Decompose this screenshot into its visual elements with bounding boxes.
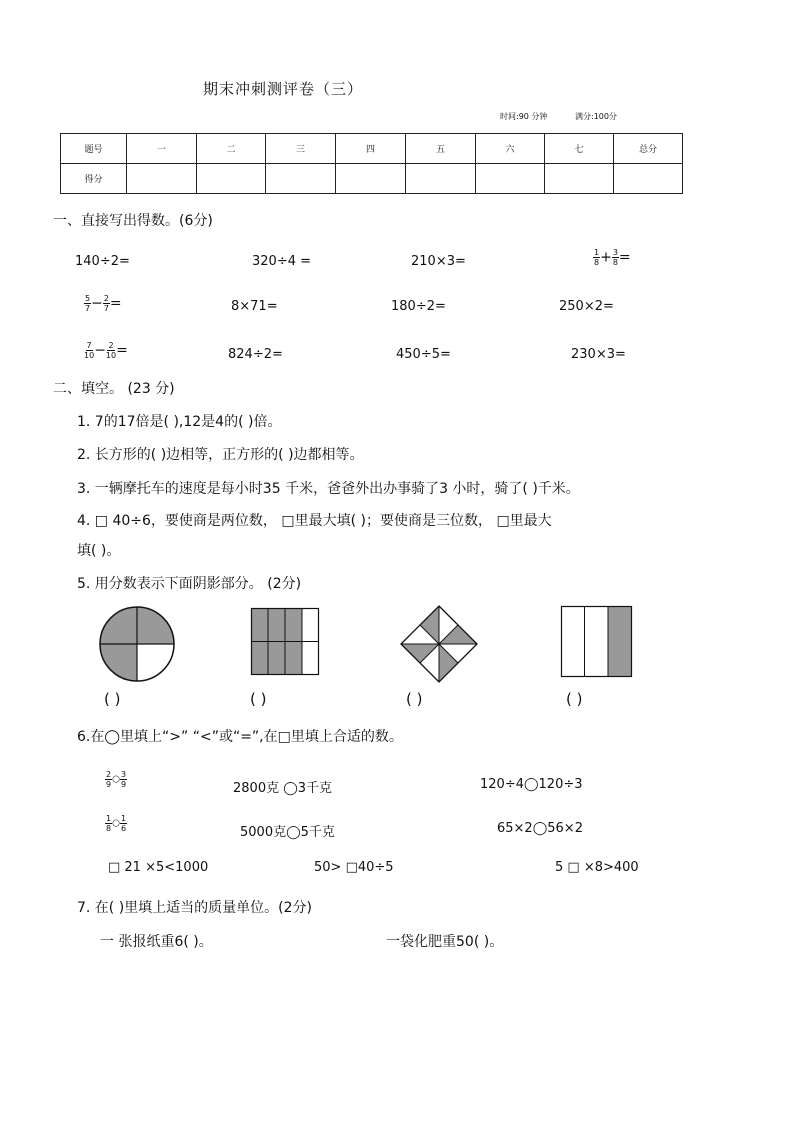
- score-entry-cell[interactable]: [406, 164, 476, 194]
- exam-time: 时间:90 分钟: [500, 112, 548, 121]
- fraction-calc-item: $\frac{7}{10}$ − $\frac{2}{10}$ =: [84, 341, 128, 360]
- score-header-cell: 题号: [61, 134, 127, 164]
- fraction-calc-item: $\frac{5}{7}$ − $\frac{2}{7}$ =: [85, 294, 122, 313]
- score-header-cell: 一: [127, 134, 197, 164]
- score-header-cell: 总分: [614, 134, 683, 164]
- score-header-row: [61, 134, 683, 164]
- calc-item: 824÷2=: [228, 347, 283, 362]
- fraction: $\frac{1}{8}$: [594, 248, 600, 267]
- section1-heading: 一、直接写出得数。(6分): [53, 213, 213, 229]
- score-entry-cell[interactable]: [614, 164, 683, 194]
- calc-item: 450÷5=: [396, 347, 451, 362]
- calc-item: 140÷2=: [75, 254, 130, 269]
- score-entry-cell[interactable]: [127, 164, 197, 194]
- calc-item: 8×71=: [231, 299, 278, 314]
- calc-item: 250×2=: [559, 299, 614, 314]
- score-entry-row: [61, 164, 683, 194]
- compare-item: 5 □ ×8>400: [555, 860, 639, 875]
- score-entry-cell[interactable]: [476, 164, 545, 194]
- question-5: 5. 用分数表示下面阴影部分。 (2分): [77, 576, 302, 592]
- compare-item: □ 21 ×5<1000: [108, 860, 209, 875]
- fraction: $\frac{2}{10}$: [105, 341, 117, 360]
- compare-item: 5000克◯5千克: [240, 825, 335, 840]
- diamond-figure: [400, 605, 478, 683]
- question-6: 6.在◯里填上“>” “<”或“=”,在□里填上合适的数。: [77, 729, 403, 745]
- compare-item: 65×2◯56×2: [497, 821, 583, 836]
- score-header-cell: 七: [545, 134, 614, 164]
- fraction: $\frac{7}{10}$: [84, 341, 95, 360]
- score-header-cell: 六: [476, 134, 545, 164]
- score-entry-cell[interactable]: [197, 164, 266, 194]
- compare-item: 120÷4◯120÷3: [480, 777, 583, 792]
- compare-item: 50> □40÷5: [314, 860, 394, 875]
- score-header-cell: 三: [266, 134, 336, 164]
- fraction: $\frac{3}{8}$: [612, 248, 618, 267]
- fraction-compare: $\frac{2}{9}$ ○ $\frac{3}{9}$: [106, 770, 127, 789]
- question-2: 2. 长方形的( )边相等，正方形的( )边都相等。: [77, 447, 364, 463]
- full-score: 满分:100分: [575, 112, 617, 121]
- compare-item: 2800克 ◯3千克: [233, 781, 333, 796]
- score-entry-cell[interactable]: [545, 164, 614, 194]
- fraction-calc-item: $\frac{1}{8}$ + $\frac{3}{8}$ =: [594, 248, 631, 267]
- answer-blank[interactable]: ( ): [250, 690, 267, 708]
- score-table: [60, 133, 683, 194]
- fraction: $\frac{1}{6}$: [120, 814, 127, 833]
- calc-item: 230×3=: [571, 347, 626, 362]
- section2-heading: 二、填空。 (23 分): [53, 381, 175, 397]
- page-title: 期末冲刺测评卷（三）: [203, 80, 364, 98]
- question-4: 4. □ 40÷6，要使商是两位数， □里最大填( )；要使商是三位数， □里最大: [77, 513, 552, 529]
- answer-blank[interactable]: ( ): [566, 690, 583, 708]
- calc-item: 320÷4 =: [252, 254, 312, 269]
- grid-rectangle-figure: [251, 608, 319, 675]
- question-4-continued: 填( )。: [77, 543, 121, 559]
- striped-rectangle-figure: [561, 606, 632, 677]
- answer-blank[interactable]: ( ): [104, 690, 121, 708]
- fraction: $\frac{5}{7}$: [85, 294, 91, 313]
- fraction-compare: $\frac{1}{8}$ ○ $\frac{1}{6}$: [106, 814, 127, 833]
- answer-blank[interactable]: ( ): [406, 690, 423, 708]
- fraction: $\frac{1}{8}$: [106, 814, 112, 833]
- fraction: $\frac{3}{9}$: [120, 770, 127, 789]
- circle-figure: [99, 606, 175, 682]
- question-7b: 一袋化肥重50( )。: [386, 934, 504, 950]
- score-header-cell: 五: [406, 134, 476, 164]
- question-3: 3. 一辆摩托车的速度是每小时35 千米，爸爸外出办事骑了3 小时，骑了( )千米。: [77, 481, 580, 497]
- calc-item: 180÷2=: [391, 299, 446, 314]
- question-7a: 一 张报纸重6( )。: [100, 934, 213, 950]
- calc-item: 210×3=: [411, 254, 466, 269]
- score-row-label: 得分: [61, 164, 127, 194]
- fraction: $\frac{2}{9}$: [106, 770, 112, 789]
- question-7: 7. 在( )里填上适当的质量单位。(2分): [77, 900, 313, 916]
- score-header-cell: 四: [336, 134, 406, 164]
- question-1: 1. 7的17倍是( ),12是4的( )倍。: [77, 414, 282, 430]
- score-entry-cell[interactable]: [266, 164, 336, 194]
- fraction: $\frac{2}{7}$: [103, 294, 109, 313]
- score-entry-cell[interactable]: [336, 164, 406, 194]
- score-header-cell: 二: [197, 134, 266, 164]
